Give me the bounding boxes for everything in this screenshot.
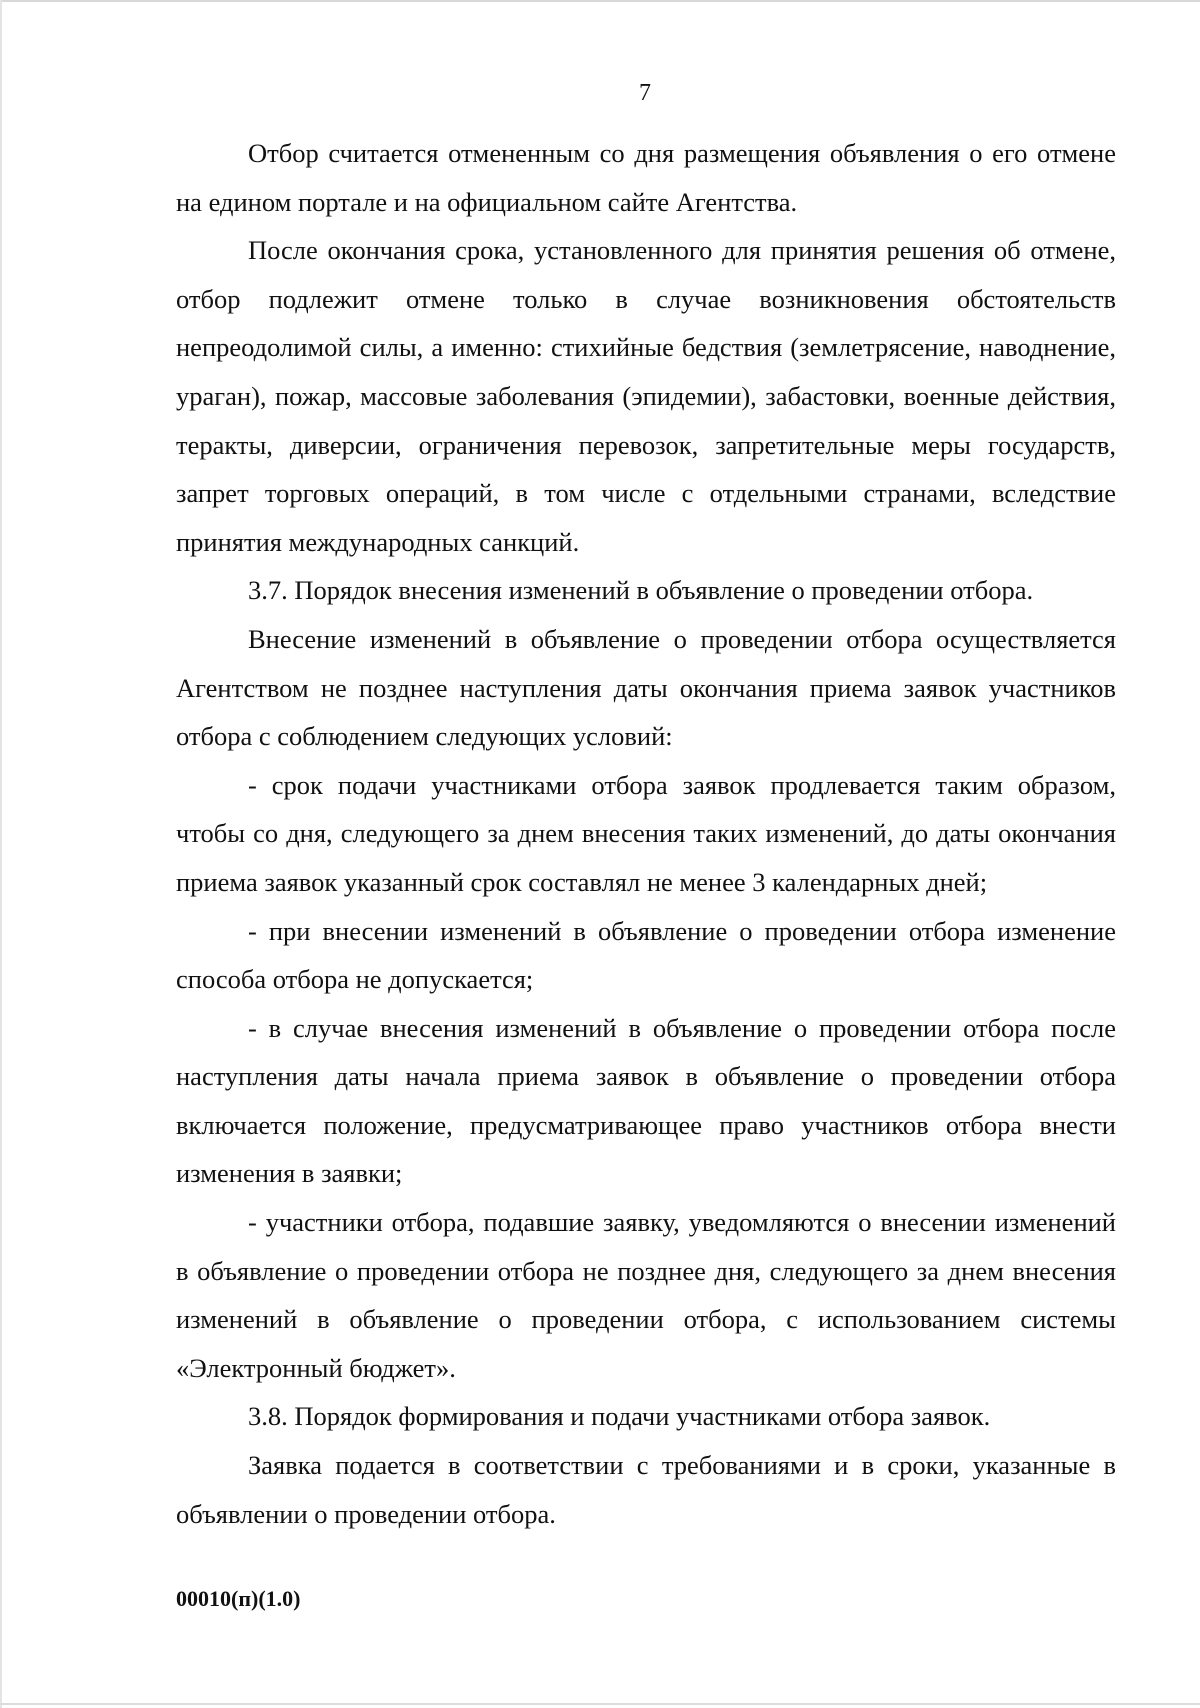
list-item-deadline-extension: - срок подачи участниками отбора заявок продлевается таким образом, чтобы со дня, следующего за днем внесения таких изменений, до даты окончания приема заявок указанный срок составлял не менее 3 календарных дней; xyxy=(176,769,1116,897)
section-heading-3-7: 3.7. Порядок внесения изменений в объявление о проведении отбора. xyxy=(248,575,1034,606)
scan-edge-left xyxy=(0,0,2,1708)
paragraph-application-submission: Заявка подается в соответствии с требованиями и в сроки, указанные в объявлении о проведении отбора. xyxy=(176,1450,1116,1529)
paragraph-cancellation-effective: Отбор считается отмененным со дня размещения объявления о его отмене на едином портале и на официальном сайте Агентства. xyxy=(176,138,1116,217)
paragraph-amendment-conditions: Внесение изменений в объявление о проведении отбора осуществляется Агентством не позднее наступления даты окончания приема заявок участников отбора с соблюдением следующих условий: xyxy=(176,623,1116,752)
section-heading-3-8: 3.8. Порядок формирования и подачи участниками отбора заявок. xyxy=(248,1401,991,1432)
page-number: 7 xyxy=(639,80,651,106)
scan-edge-top xyxy=(0,0,1200,2)
footer-document-code: 00010(п)(1.0) xyxy=(176,1586,301,1611)
scan-edge-bottom xyxy=(0,1703,1200,1705)
document-body xyxy=(176,129,1116,1538)
paragraph-force-majeure: После окончания срока, установленного для принятия решения об отмене, отбор подлежит отмене только в случае возникновения обстоятельств непреодолимой силы, а именно: стихийные бедствия (землетрясение, наводнение, ураган), пожар, массовые заболевания (эпидемии), забастовки, военные действия, теракты, диверсии, ограничения перевозок, запретительные меры государств, запрет торговых операций, в том числе с отдельными странами, вследствие принятия международных санкций. xyxy=(176,235,1116,557)
list-item-notification: - участники отбора, подавшие заявку, уведомляются о внесении изменений в объявление о проведении отбора не позднее дня, следующего за днем внесения изменений в объявление о проведении отбора, с использованием системы «Электронный бюджет». xyxy=(176,1207,1116,1383)
list-item-method-unchanged: - при внесении изменений в объявление о проведении отбора изменение способа отбора не допускается; xyxy=(176,915,1116,995)
list-item-right-to-amend: - в случае внесения изменений в объявление о проведении отбора после наступления даты начала приема заявок в объявление о проведении отбора включается положение, предусматривающее право участников отбора внести изменения в заявки; xyxy=(176,1012,1116,1189)
